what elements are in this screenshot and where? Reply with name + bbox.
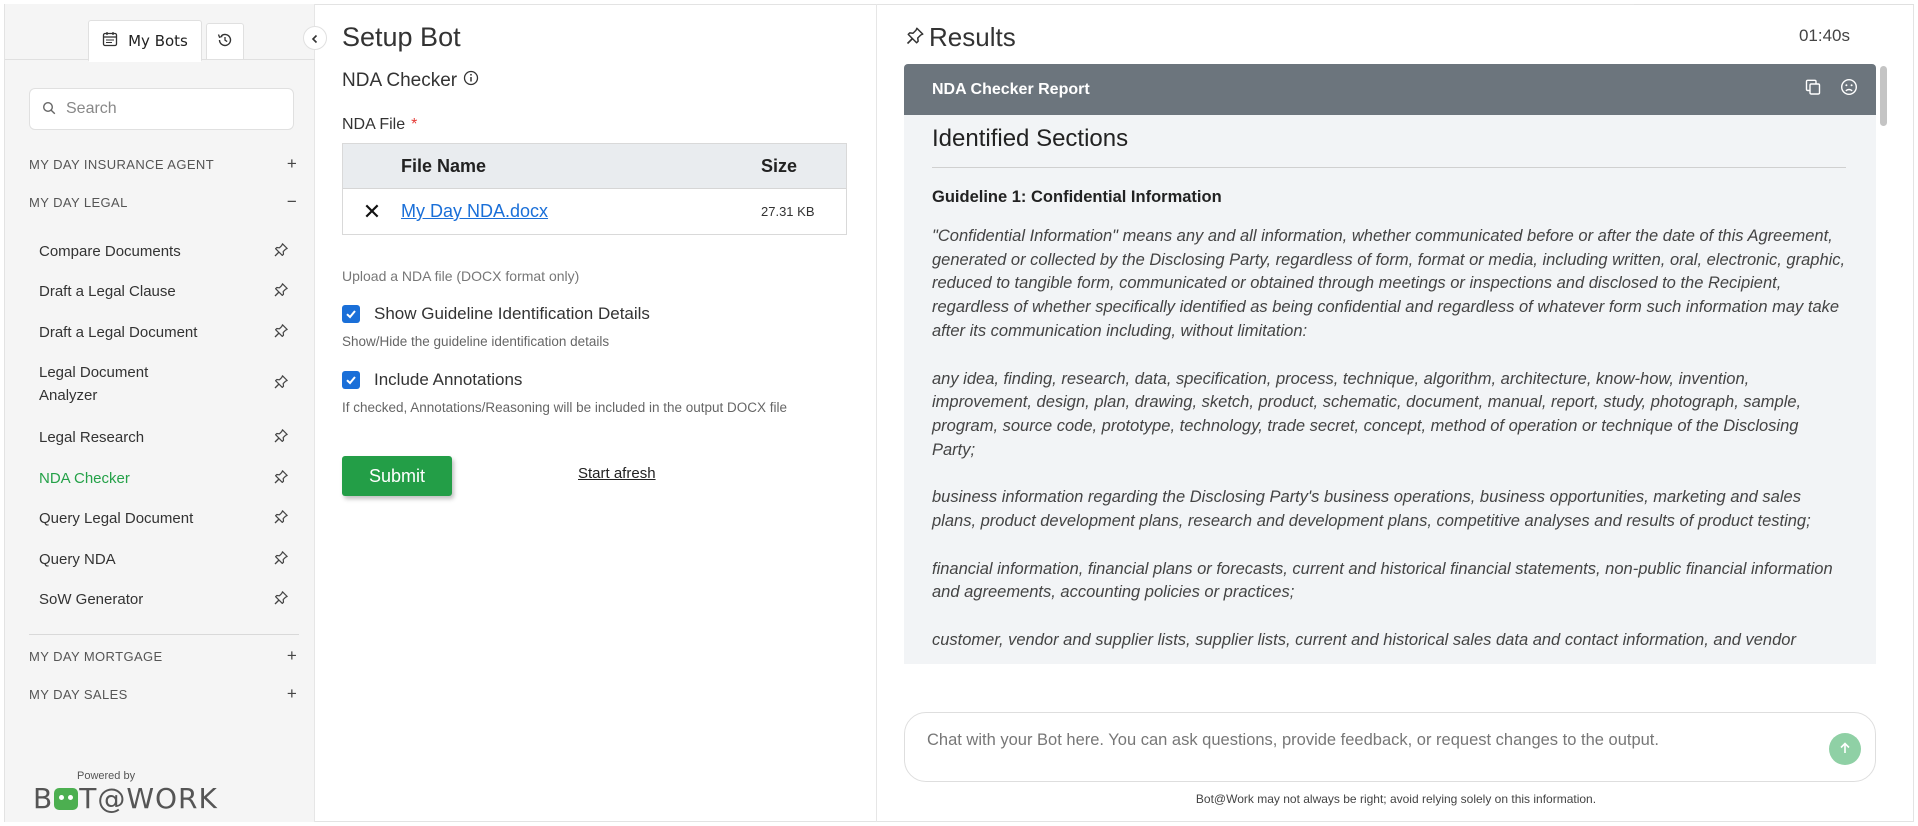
copy-icon[interactable]: [1804, 78, 1822, 101]
collapse-sidebar-button[interactable]: [303, 26, 327, 50]
calendar-icon: [102, 31, 118, 51]
plus-icon[interactable]: +: [286, 684, 298, 703]
sidebar-item-label: Compare Documents: [39, 243, 181, 260]
pin-icon[interactable]: [273, 428, 289, 448]
sidebar-item-sow-generator[interactable]: [39, 588, 289, 611]
header-file-name: File Name: [401, 155, 487, 176]
chevron-left-icon: [310, 29, 320, 48]
pin-icon[interactable]: [273, 509, 289, 529]
checkbox-icon[interactable]: [342, 371, 360, 389]
option-note: Show/Hide the guideline identification details: [342, 334, 610, 349]
group-my-day-sales[interactable]: [29, 682, 299, 706]
setup-title: Setup Bot: [342, 22, 461, 52]
option-include-annotations[interactable]: [342, 370, 522, 390]
group-my-day-mortgage[interactable]: [29, 644, 299, 668]
botatwork-logo: [33, 782, 218, 815]
sidebar-item-label: Query Legal Document: [39, 510, 194, 527]
required-marker: *: [411, 116, 418, 133]
pin-icon[interactable]: [273, 590, 289, 610]
robot-face-icon: [54, 788, 78, 810]
option-show-guideline[interactable]: [342, 304, 650, 324]
group-label: MY DAY LEGAL: [29, 194, 128, 210]
pin-icon[interactable]: [273, 242, 289, 262]
sidebar-tabs: [5, 4, 315, 60]
sidebar-divider: [29, 634, 299, 635]
minus-icon[interactable]: −: [286, 192, 298, 211]
disclaimer: Bot@Work may not always be right; avoid relying solely on this information.: [1195, 792, 1597, 806]
report-body: [904, 115, 1876, 653]
pin-icon[interactable]: [273, 282, 289, 302]
sidebar-item-legal-research[interactable]: [39, 426, 289, 449]
tab-history[interactable]: [206, 23, 244, 59]
plus-icon[interactable]: +: [286, 154, 298, 173]
file-table-header: [343, 144, 846, 189]
results-title-text: Results: [929, 22, 1016, 52]
report-title: NDA Checker Report: [932, 80, 1090, 98]
chat-input[interactable]: [927, 731, 1807, 761]
submit-button[interactable]: Submit: [342, 456, 452, 496]
results-title: [905, 22, 1016, 53]
nda-file-label-text: NDA File: [342, 116, 406, 133]
report-card: [904, 64, 1876, 664]
top-edge-line: [1634, 4, 1914, 5]
history-icon: [217, 32, 233, 52]
option-note: If checked, Annotations/Reasoning will be included in the output DOCX file: [342, 400, 788, 415]
nda-file-label: [342, 116, 417, 134]
tab-my-bots[interactable]: [88, 20, 202, 62]
info-icon[interactable]: [463, 70, 479, 92]
plus-icon[interactable]: +: [286, 646, 298, 665]
chat-box: [904, 712, 1876, 782]
search-box: [29, 88, 294, 130]
search-input[interactable]: [66, 100, 276, 118]
send-button[interactable]: [1829, 733, 1861, 765]
group-label: MY DAY INSURANCE AGENT: [29, 156, 215, 172]
sidebar-item-query-nda[interactable]: [39, 548, 289, 571]
sidebar-item-label: Legal Document Analyzer: [39, 364, 149, 404]
report-paragraph: business information regarding the Disclosing Party's business operations, business opportunities, marketing and sales plans, product development plans, research and development plans, competitive analyses and results of product testing;: [932, 488, 1811, 531]
report-actions: [1804, 78, 1858, 101]
report-scrollbar[interactable]: [1880, 66, 1887, 126]
report-paragraph: customer, vendor and supplier lists, supplier lists, current and historical sales data and contact information, and vendor: [932, 631, 1796, 650]
start-afresh-link[interactable]: Start afresh: [578, 465, 656, 482]
checkbox-icon[interactable]: [342, 305, 360, 323]
search-icon: [42, 100, 56, 119]
sidebar: [5, 4, 315, 822]
sidebar-item-draft-legal-clause[interactable]: [39, 280, 289, 303]
group-my-day-insurance-agent[interactable]: [29, 152, 299, 176]
header-size: Size: [761, 155, 798, 176]
sad-face-icon[interactable]: [1840, 78, 1858, 101]
guideline-heading: Guideline 1: Confidential Information: [932, 188, 1222, 206]
sidebar-item-label: SoW Generator: [39, 591, 144, 608]
sidebar-item-label: Draft a Legal Document: [39, 324, 198, 341]
sidebar-item-label: NDA Checker: [39, 470, 130, 487]
report-paragraph: financial information, financial plans or forecasts, current and historical financial statements, non-public financial information and agreements, accounting policies or practices;: [932, 559, 1833, 602]
setup-panel: [316, 4, 876, 822]
pin-icon[interactable]: [273, 374, 289, 394]
pin-icon[interactable]: [905, 22, 925, 53]
sidebar-item-draft-legal-document[interactable]: [39, 321, 289, 344]
group-label: MY DAY SALES: [29, 686, 128, 702]
pin-icon[interactable]: [273, 550, 289, 570]
logo-rest: T@WORK: [79, 782, 218, 815]
report-paragraph: any idea, finding, research, data, specification, process, technique, algorithm, architecture, know-how, invention, improvement, design, plan, drawing, sketch, product, schematic, document, manual, report, study, photograph, sample, program, source code, prototype, technology, trade secret, concept, method of operation or technique of the Disclosing Party;: [932, 369, 1802, 459]
file-link[interactable]: My Day NDA.docx: [401, 201, 549, 221]
section-title: Identified Sections: [932, 125, 1846, 168]
sidebar-item-compare-documents[interactable]: [39, 240, 289, 263]
report-paragraph: "Confidential Information" means any and all information, whether communicated before or after the date of this Agreement, generated or collected by the Disclosing Party, regardless of form, format or media, including written, oral, electronic, graphic, reduced to tangible form, communicated or obtained through meetings or inspections and disclosed to the Recipient, regardless of whether specifically identified as being confidential and regardless of whatever form such information may take after its communication including, without limitation:: [932, 227, 1846, 340]
report-header: [904, 64, 1876, 115]
tab-my-bots-label: My Bots: [128, 31, 188, 50]
file-table: [342, 143, 847, 235]
sidebar-item-label: Legal Research: [39, 429, 145, 446]
elapsed-timer: 01:40s: [1798, 26, 1850, 45]
logo-letter-b: B: [33, 782, 54, 815]
pin-icon[interactable]: [273, 323, 289, 343]
sidebar-item-label: Query NDA: [39, 551, 116, 568]
option-label: Show Guideline Identification Details: [374, 304, 650, 323]
upload-hint: Upload a NDA file (DOCX format only): [342, 268, 580, 284]
bot-name-label: NDA Checker: [342, 70, 458, 91]
pin-icon[interactable]: [273, 469, 289, 489]
powered-by-label: Powered by: [77, 770, 136, 782]
sidebar-item-nda-checker[interactable]: [39, 467, 289, 490]
group-my-day-legal[interactable]: [29, 190, 299, 214]
sidebar-item-query-legal-document[interactable]: [39, 507, 289, 530]
bot-name: [342, 70, 479, 92]
sidebar-item-legal-document-analyzer[interactable]: [39, 361, 289, 407]
sidebar-item-label: Draft a Legal Clause: [39, 283, 176, 300]
group-label: MY DAY MORTGAGE: [29, 648, 163, 664]
close-icon[interactable]: ✕: [362, 198, 382, 224]
send-arrow-icon: [1838, 740, 1852, 759]
option-label: Include Annotations: [374, 370, 523, 389]
file-size: 27.31 KB: [761, 204, 815, 219]
table-row: [343, 189, 846, 234]
results-panel: [876, 4, 1914, 822]
